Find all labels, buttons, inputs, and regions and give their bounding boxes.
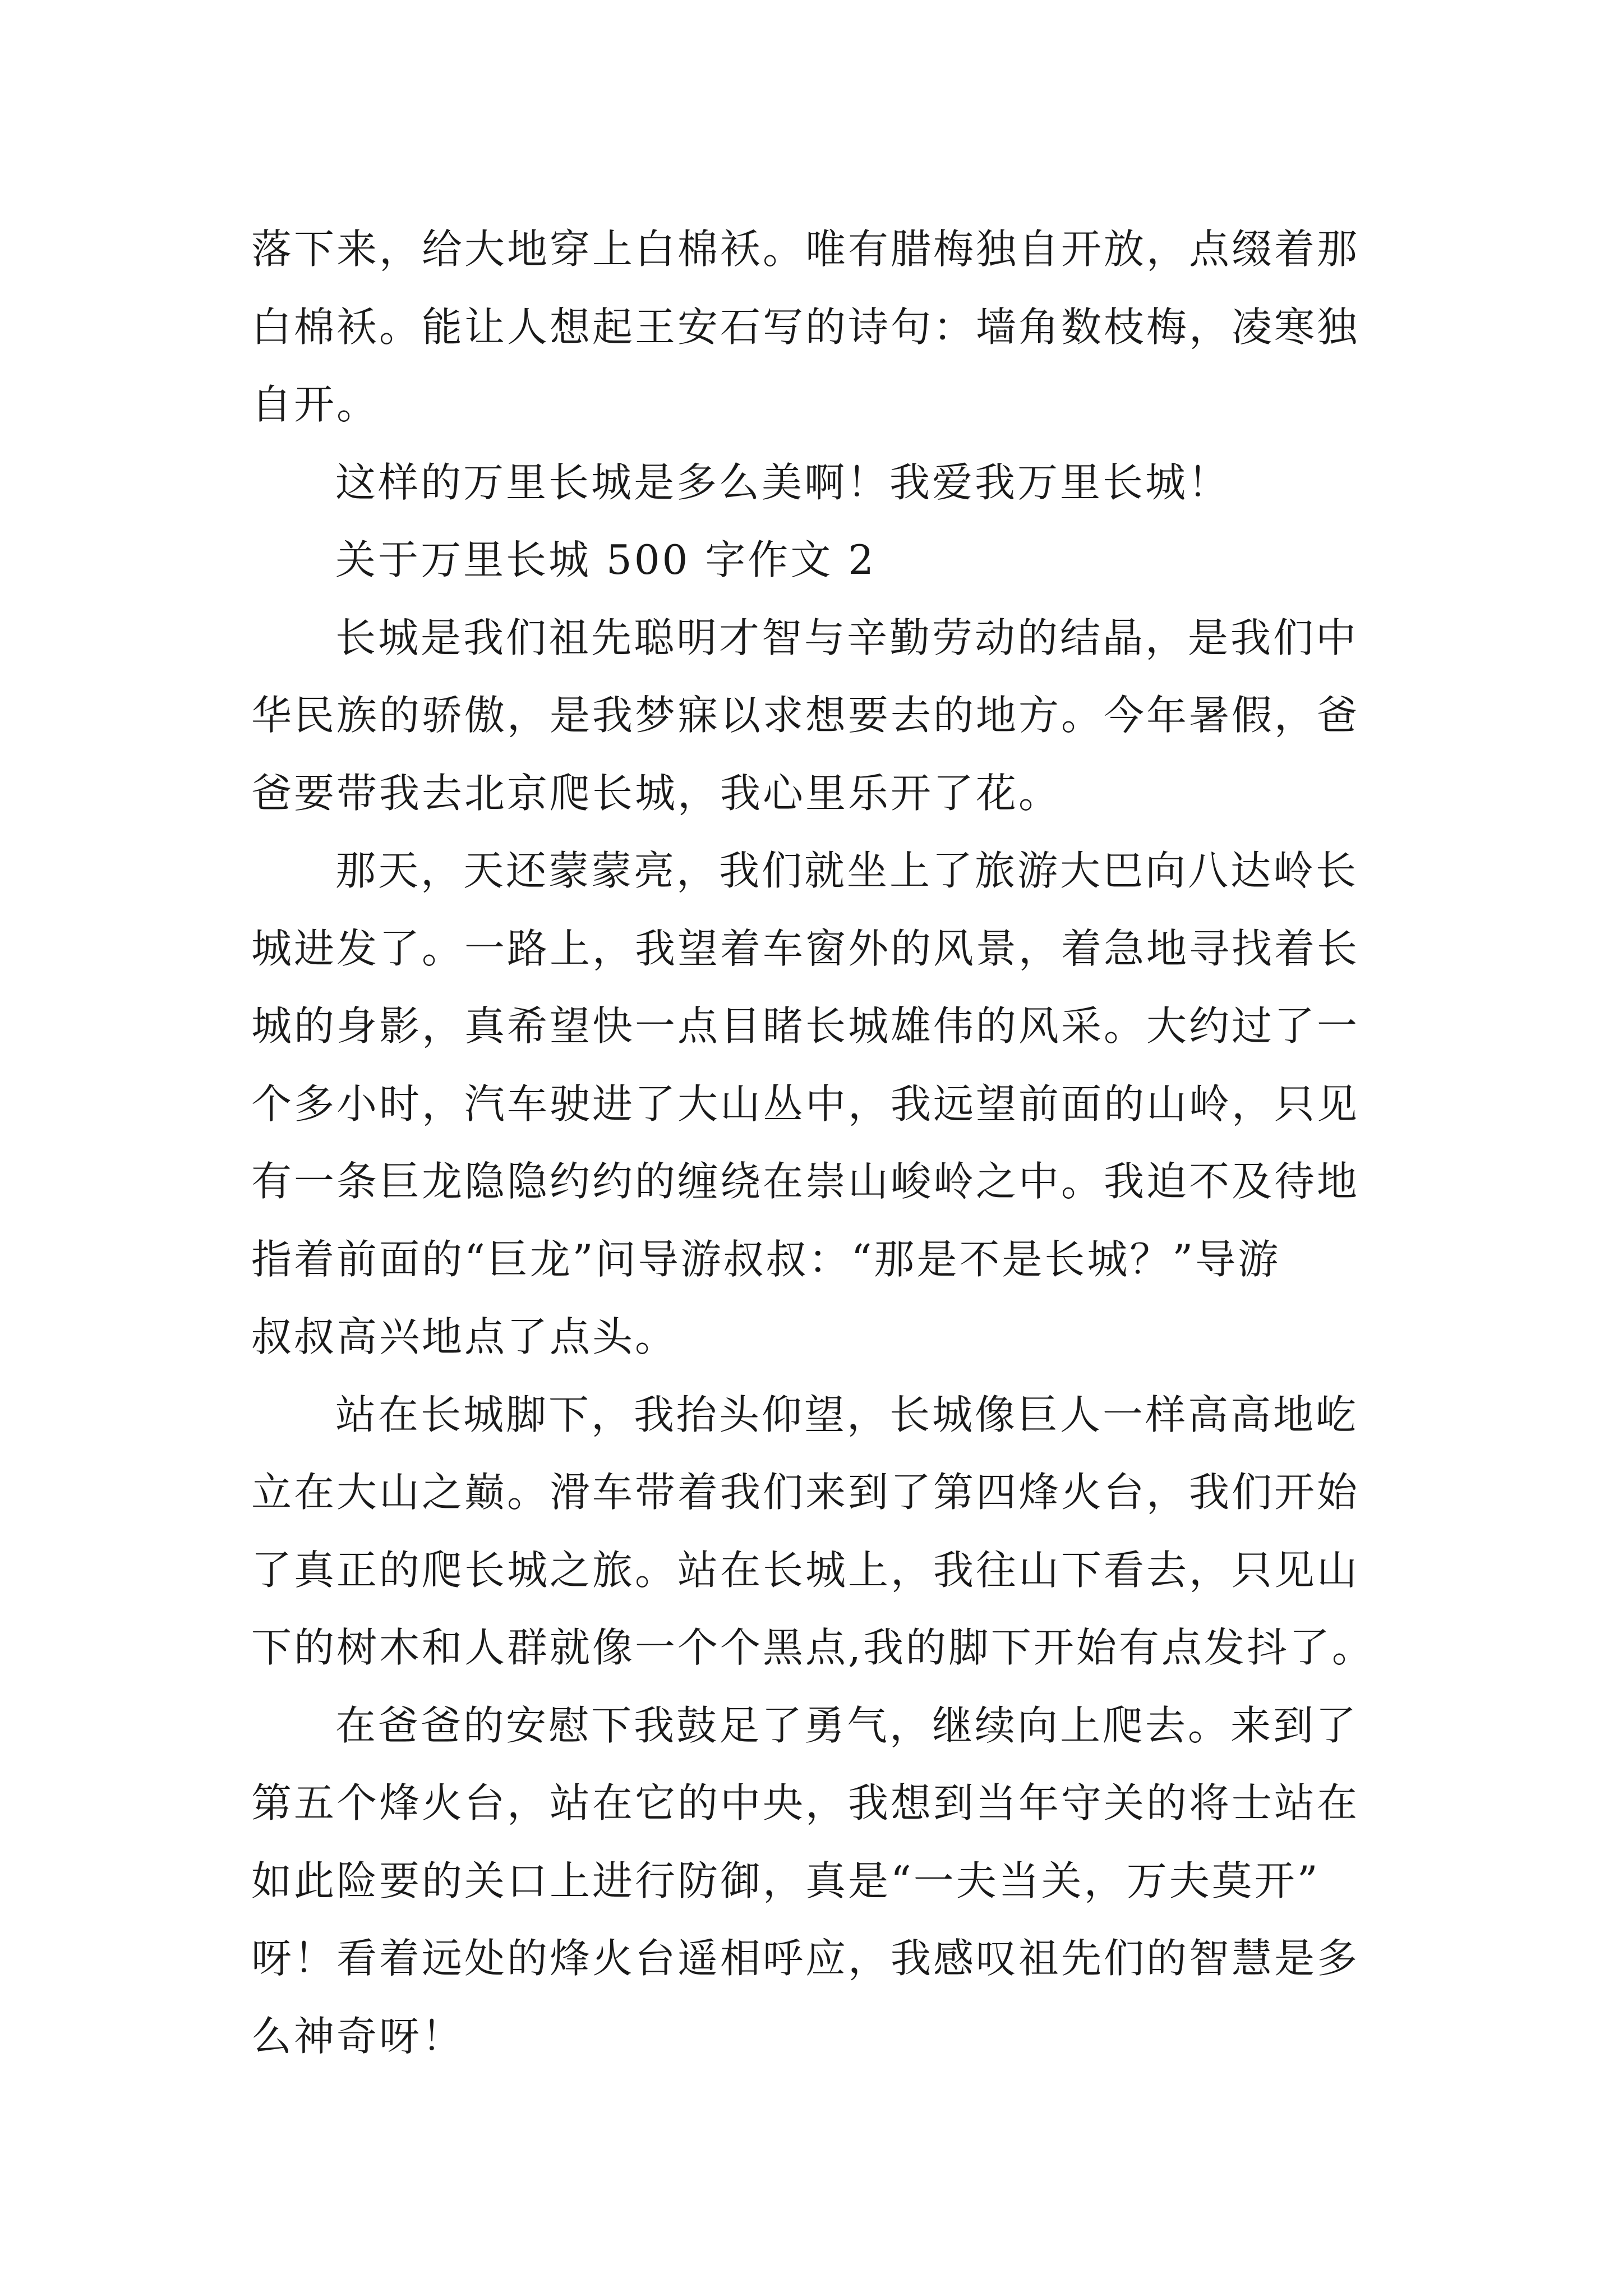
- text-line: 城的身影，真希望快一点目睹长城雄伟的风采。大约过了一: [251, 1002, 1360, 1050]
- text-line: 城进发了。一路上，我望着车窗外的风景，着急地寻找着长: [251, 924, 1360, 972]
- paragraph-journey: [251, 832, 1390, 1376]
- text-line: 在爸爸的安慰下我鼓足了勇气，继续向上爬去。来到了: [335, 1701, 1359, 1749]
- text-line: 那天，天还蒙蒙亮，我们就坐上了旅游大巴向八达岭长: [335, 847, 1359, 894]
- document-body: [251, 210, 1390, 2075]
- text-line: 么神奇呀！: [251, 2012, 465, 2060]
- paragraph-climbing: [251, 1376, 1390, 1687]
- text-line: 指着前面的“巨龙”问导游叔叔：“那是不是长城？”导游: [251, 1235, 1281, 1283]
- essay-heading: [251, 521, 1390, 599]
- text-line: 华民族的骄傲，是我梦寐以求想要去的地方。今年暑假，爸: [251, 692, 1360, 739]
- text-line: 爸要带我去北京爬长城，我心里乐开了花。: [251, 769, 1062, 817]
- text-line: 这样的万里长城是多么美啊！我爱我万里长城！: [335, 458, 1231, 506]
- text-line: 有一条巨龙隐隐约约的缠绕在崇山峻岭之中。我迫不及待地: [251, 1158, 1360, 1205]
- text-line: 立在大山之巅。滑车带着我们来到了第四烽火台，我们开始: [251, 1469, 1360, 1516]
- text-line: 呀！看着远处的烽火台遥相呼应，我感叹祖先们的智慧是多: [251, 1935, 1360, 1982]
- text-line: 落下来，给大地穿上白棉袄。唯有腊梅独自开放，点缀着那: [251, 226, 1360, 273]
- text-line: 第五个烽火台，站在它的中央，我想到当年守关的将士站在: [251, 1779, 1360, 1826]
- paragraph-intro: [251, 599, 1390, 832]
- essay-title: 关于万里长城 500 字作文 2: [335, 536, 876, 583]
- text-line: 白棉袄。能让人想起王安石写的诗句：墙角数枝梅，凌寒独: [251, 303, 1360, 351]
- text-line: 下的树木和人群就像一个个黑点,我的脚下开始有点发抖了。: [251, 1624, 1375, 1671]
- text-line: 站在长城脚下，我抬头仰望，长城像巨人一样高高地屹: [335, 1391, 1359, 1438]
- text-line: 自开。: [251, 381, 380, 428]
- paragraph-winter-plum: [251, 210, 1390, 444]
- paragraph-beacon-tower: [251, 1687, 1390, 2076]
- text-line: 个多小时，汽车驶进了大山丛中，我远望前面的山岭，只见: [251, 1080, 1360, 1128]
- paragraph-closing-praise: [251, 444, 1390, 522]
- text-line: 长城是我们祖先聪明才智与辛勤劳动的结晶，是我们中: [335, 614, 1359, 661]
- text-line: 如此险要的关口上进行防御，真是“一夫当关，万夫莫开”: [251, 1857, 1320, 1904]
- text-line: 了真正的爬长城之旅。站在长城上，我往山下看去，只见山: [251, 1546, 1360, 1594]
- text-line: 叔叔高兴地点了点头。: [251, 1313, 678, 1360]
